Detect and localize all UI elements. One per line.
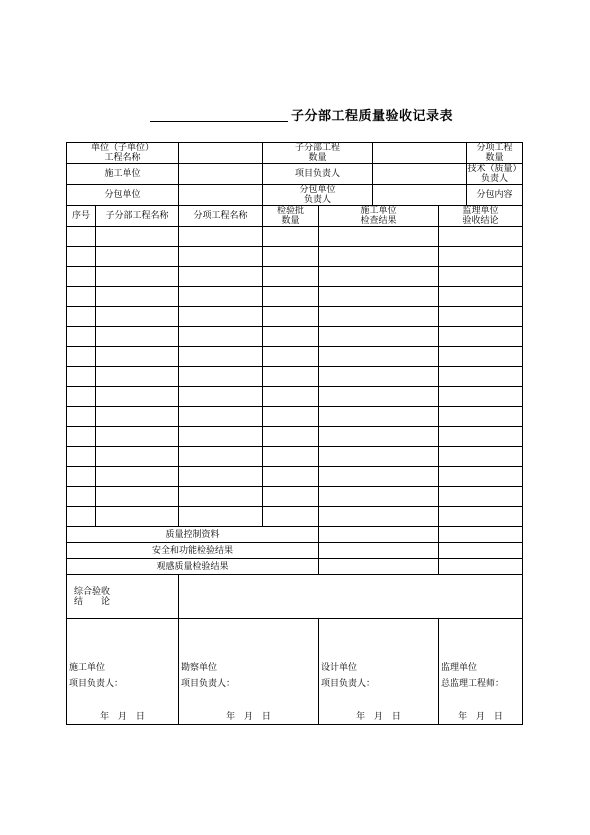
row-result-cell[interactable] [319, 447, 439, 467]
row-conclusion-cell[interactable] [439, 367, 523, 387]
tech-manager-label: 技术（质量） 负责人 [467, 164, 522, 184]
subcontract-unit-label: 分包单位 [67, 185, 179, 206]
row-result-cell[interactable] [319, 367, 439, 387]
row-result-cell[interactable] [319, 467, 439, 487]
row-conclusion-cell[interactable] [439, 447, 523, 467]
row-sub-part-name-cell[interactable] [96, 247, 179, 267]
sub-part-count-value[interactable] [373, 143, 467, 164]
quality-control-result[interactable] [319, 527, 439, 543]
row-no-cell[interactable] [67, 487, 96, 507]
row-item-name-cell[interactable] [179, 447, 263, 467]
signature-survey[interactable]: 勘察单位 项目负责人： 年 月 日 [179, 619, 319, 725]
row-sub-part-name-cell[interactable] [96, 507, 179, 527]
row-batch-count-cell[interactable] [263, 407, 319, 427]
row-item-name-cell[interactable] [179, 367, 263, 387]
row-no-cell[interactable] [67, 367, 96, 387]
row-batch-count-cell[interactable] [263, 327, 319, 347]
unit-name-value[interactable] [179, 143, 263, 164]
row-no-cell[interactable] [67, 447, 96, 467]
col-item-name: 分项工程名称 [179, 206, 263, 227]
safety-function-result[interactable] [319, 543, 439, 559]
signature-design[interactable]: 设计单位 项目负责人： 年 月 日 [319, 619, 439, 725]
row-batch-count-cell[interactable] [263, 487, 319, 507]
acceptance-form-table [66, 142, 523, 725]
row-result-cell[interactable] [319, 487, 439, 507]
safety-function-label: 安全和功能检验结果 [67, 543, 319, 559]
row-sub-part-name-cell[interactable] [96, 407, 179, 427]
row-no-cell[interactable] [67, 267, 96, 287]
row-batch-count-cell[interactable] [263, 367, 319, 387]
row-no-cell[interactable] [67, 247, 96, 267]
col-no: 序号 [67, 206, 96, 227]
row-conclusion-cell[interactable] [439, 467, 523, 487]
table-row [67, 467, 523, 487]
table-row [67, 387, 523, 407]
row-batch-count-cell[interactable] [263, 447, 319, 467]
row-batch-count-cell[interactable] [263, 247, 319, 267]
sub-part-count-label: 子分部工程 数量 [263, 143, 373, 164]
row-item-name-cell[interactable] [179, 327, 263, 347]
row-no-cell[interactable] [67, 227, 96, 247]
row-sub-part-name-cell[interactable] [96, 427, 179, 447]
row-result-cell[interactable] [319, 287, 439, 307]
row-conclusion-cell[interactable] [439, 267, 523, 287]
row-sub-part-name-cell[interactable] [96, 287, 179, 307]
row-no-cell[interactable] [67, 347, 96, 367]
row-batch-count-cell[interactable] [263, 307, 319, 327]
table-row [67, 507, 523, 527]
row-result-cell[interactable] [319, 507, 439, 527]
appearance-conclusion[interactable] [439, 559, 523, 575]
construction-unit-value[interactable] [179, 164, 263, 185]
row-sub-part-name-cell[interactable] [96, 307, 179, 327]
row-conclusion-cell[interactable] [439, 287, 523, 307]
row-item-name-cell[interactable] [179, 467, 263, 487]
subcontract-unit-value[interactable] [179, 185, 263, 206]
row-sub-part-name-cell[interactable] [96, 487, 179, 507]
row-item-name-cell[interactable] [179, 287, 263, 307]
row-result-cell[interactable] [319, 387, 439, 407]
row-result-cell[interactable] [319, 307, 439, 327]
row-conclusion-cell[interactable] [439, 427, 523, 447]
data-rows [67, 227, 523, 527]
overall-conclusion-value[interactable] [179, 575, 523, 619]
table-row [67, 447, 523, 467]
row-conclusion-cell[interactable] [439, 227, 523, 247]
quality-control-label: 质量控制资料 [67, 527, 319, 543]
subcontract-manager-value[interactable] [373, 185, 467, 206]
row-conclusion-cell[interactable] [439, 307, 523, 327]
row-item-name-cell[interactable] [179, 407, 263, 427]
subcontract-manager-label: 分包单位 负责人 [263, 185, 373, 206]
row-no-cell[interactable] [67, 307, 96, 327]
row-item-name-cell[interactable] [179, 247, 263, 267]
row-item-name-cell[interactable] [179, 307, 263, 327]
row-item-name-cell[interactable] [179, 347, 263, 367]
row-result-cell[interactable] [319, 347, 439, 367]
row-item-name-cell[interactable] [179, 427, 263, 447]
table-row [67, 407, 523, 427]
row-sub-part-name-cell[interactable] [96, 367, 179, 387]
row-result-cell[interactable] [319, 427, 439, 447]
row-no-cell[interactable] [67, 467, 96, 487]
row-item-name-cell[interactable] [179, 487, 263, 507]
row-batch-count-cell[interactable] [263, 267, 319, 287]
col-batch-count: 检验批 数量 [263, 206, 319, 227]
row-batch-count-cell[interactable] [263, 347, 319, 367]
col-sub-part-name: 子分部工程名称 [96, 206, 179, 227]
row-no-cell[interactable] [67, 327, 96, 347]
row-result-cell[interactable] [319, 407, 439, 427]
table-row [67, 347, 523, 367]
row-no-cell[interactable] [67, 507, 96, 527]
table-row [67, 247, 523, 267]
unit-name-label: 单位（子单位） 工程名称 [67, 143, 179, 164]
row-batch-count-cell[interactable] [263, 427, 319, 447]
quality-control-conclusion[interactable] [439, 527, 523, 543]
row-result-cell[interactable] [319, 267, 439, 287]
row-result-cell[interactable] [319, 327, 439, 347]
row-conclusion-cell[interactable] [439, 407, 523, 427]
row-sub-part-name-cell[interactable] [96, 227, 179, 247]
row-conclusion-cell[interactable] [439, 487, 523, 507]
signature-supervision[interactable]: 监理单位 总监理工程师： 年 月 日 [439, 619, 523, 725]
row-conclusion-cell[interactable] [439, 247, 523, 267]
row-no-cell[interactable] [67, 387, 96, 407]
row-item-name-cell[interactable] [179, 227, 263, 247]
row-conclusion-cell[interactable] [439, 347, 523, 367]
row-sub-part-name-cell[interactable] [96, 347, 179, 367]
table-row [67, 307, 523, 327]
row-sub-part-name-cell[interactable] [96, 267, 179, 287]
row-conclusion-cell[interactable] [439, 507, 523, 527]
row-batch-count-cell[interactable] [263, 467, 319, 487]
row-sub-part-name-cell[interactable] [96, 467, 179, 487]
col-inspection-result: 施工单位 检查结果 [319, 206, 439, 227]
table-row [67, 287, 523, 307]
subcontract-content-label: 分包内容 [467, 185, 523, 206]
row-item-name-cell[interactable] [179, 387, 263, 407]
row-no-cell[interactable] [67, 287, 96, 307]
construction-unit-label: 施工单位 [67, 164, 179, 185]
row-result-cell[interactable] [319, 247, 439, 267]
row-batch-count-cell[interactable] [263, 507, 319, 527]
row-no-cell[interactable] [67, 427, 96, 447]
project-manager-value[interactable] [373, 164, 467, 185]
overall-conclusion-label: 综合验收 结 论 [67, 575, 179, 619]
table-row [67, 367, 523, 387]
col-supervision-conclusion: 监理单位 验收结论 [439, 206, 523, 227]
row-batch-count-cell[interactable] [263, 227, 319, 247]
appearance-label: 观感质量检验结果 [67, 559, 319, 575]
row-sub-part-name-cell[interactable] [96, 387, 179, 407]
table-row [67, 227, 523, 247]
signature-construction[interactable]: 施工单位 项目负责人： 年 月 日 [67, 619, 179, 725]
title-blank-line [150, 121, 288, 122]
row-conclusion-cell[interactable] [439, 387, 523, 407]
row-no-cell[interactable] [67, 407, 96, 427]
table-row [67, 487, 523, 507]
row-result-cell[interactable] [319, 227, 439, 247]
table-row [67, 427, 523, 447]
safety-function-conclusion[interactable] [439, 543, 523, 559]
row-item-name-cell[interactable] [179, 507, 263, 527]
table-row [67, 327, 523, 347]
row-sub-part-name-cell[interactable] [96, 327, 179, 347]
item-count-label: 分项工程 数量 [467, 143, 523, 164]
table-row [67, 267, 523, 287]
row-conclusion-cell[interactable] [439, 327, 523, 347]
row-sub-part-name-cell[interactable] [96, 447, 179, 467]
row-batch-count-cell[interactable] [263, 387, 319, 407]
row-batch-count-cell[interactable] [263, 287, 319, 307]
row-item-name-cell[interactable] [179, 267, 263, 287]
appearance-result[interactable] [319, 559, 439, 575]
page-title: 子分部工程质量验收记录表 [291, 109, 454, 124]
project-manager-label: 项目负责人 [263, 164, 373, 185]
